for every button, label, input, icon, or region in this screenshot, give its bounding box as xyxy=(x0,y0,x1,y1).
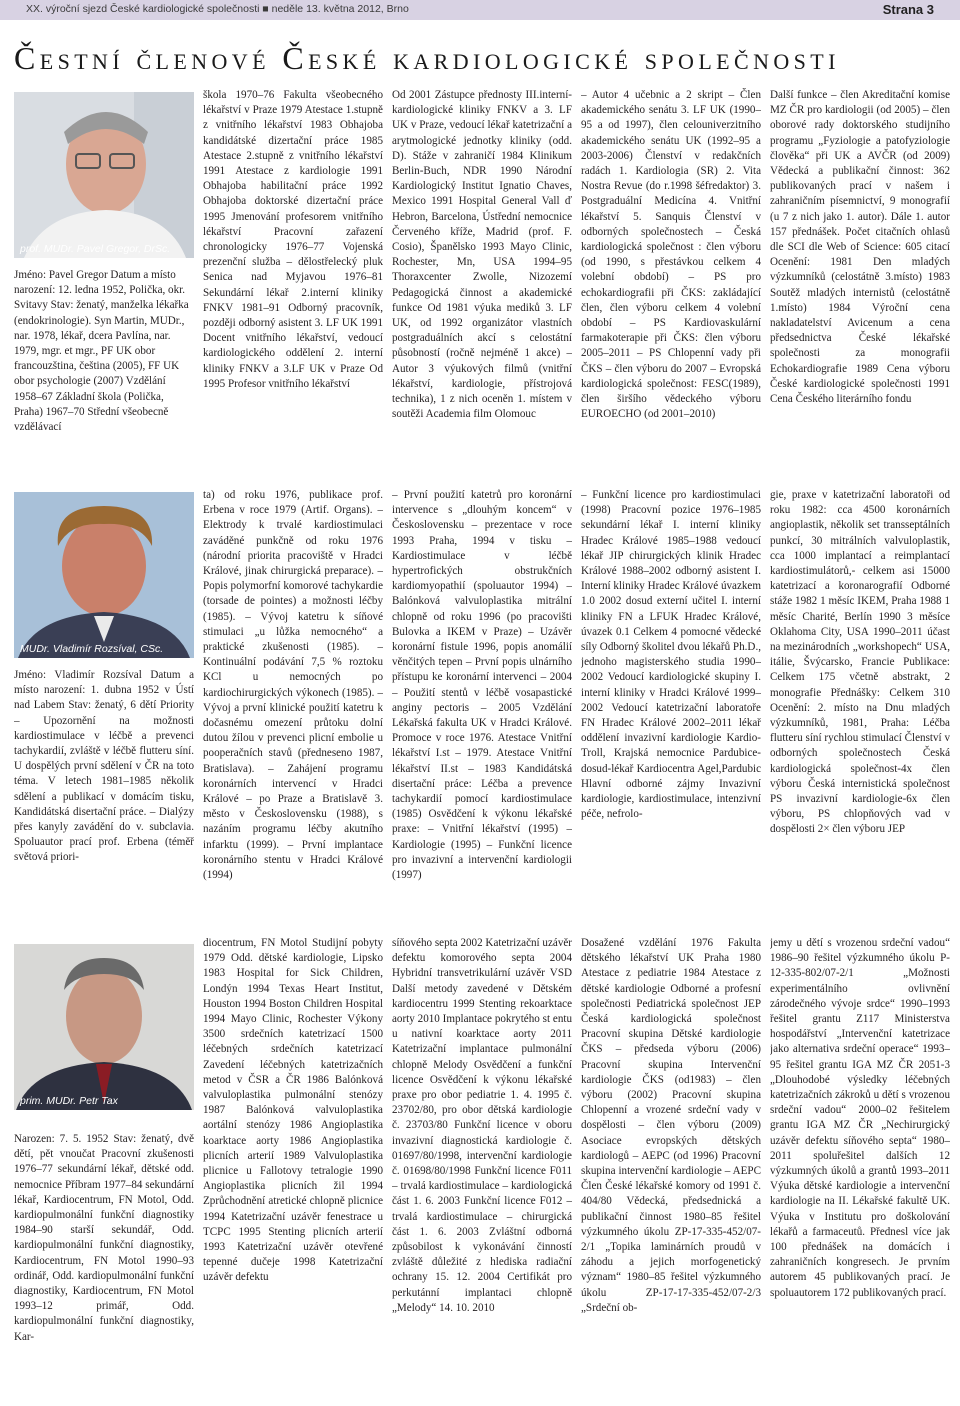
portrait-rozsival xyxy=(14,492,194,658)
text-column: škola 1970–76 Fakulta všeobecného lékařství v Praze 1979 Atestace 1.stupně z vnitřního lékařství 1983 Obhajoba kandidátské dizertační práce 1985 Atestace 2.stupně z vnitřního lékařství 1991 Atestace z kardiologie 1991 Obhajoba habilitační práce 1992 Obhajoba doktorské dizertační práce 1995 Jmenování profesorem vnitřního lékařství Pracovní zařazení chronologicky 1976–77 Vojenská prezenční služba – dělostřelecký pluk Senica nad Myjavou 1976–81 Sekundární lékař 2.interní kliniky FNKV 1981–91 Odborný pracovník, později odborný asistent 3. LF UK 1991 Docent vnitřního lékařství, vedoucí kardiologického oddělení 2. interní kliniky FNKV a 3.LF UK v Praze Od 1995 Profesor vnitřního lékařství xyxy=(203,89,383,390)
text-column: jemy u dětí s vrozenou srdeční vadou“ 1986–90 řešitel výzkumného úkolu P-12-335-802/07-2/1 „Možnosti experimentálního ovlivnění zárodečného vývoje srdce“ 1990–1993 řešitel grantu Z117 Ministerstva hospodářství „Intervenční katetrizace jako alternativa srdeční operace“ 1993–95 řešitel grantu IGA MZ ČR 2051-3 „Dlouhodobé výsledky léčebných katetrizačních zákroků u dětí s vrozenou srdeční vadou“ 2000–02 řešitelem grantu IGA MZ ČR „Nechirurgický uzávěr defektu síňového septa“ 1980–2011 spoluřešitel dalších 12 výzkumných úkolů a grantů 1993–2011 Výuka dětské kardiologie a intervenční kardiologie na II. Lékařské fakultě UK. Výuka v Institutu pro doškolování lékařů a farmaceutů. Přednesl více jak 100 přednášek na domácích i zahraničních kongresech. Je prvním autorem 45 publikovaných prací. Je spoluautorem 172 publikovaných prací. xyxy=(770,937,950,1299)
portrait-gregor xyxy=(14,92,194,258)
portrait-tax xyxy=(14,944,194,1110)
text-column: síňového septa 2002 Katetrizační uzávěr defektu komorového septa 2004 Hybridní transvetrikulární uzávěr VSD Další metody zavedené v Dětském kardiocentru 1999 Stenting rekoarktace aorty 2010 Implantace pokrytého st entu u nativní koarktace aorty 2011 Katetrizační implantace pulmonální chlopně Melody Osvědčení a funkční licence Osvědčení k výkonu lékařské praxe pro obor pediatrie 1. 4. 1995 č. 23702/80, pro obor dětská kardiologie č. 23703/80 Funkční licence v oboru invazivní diagnostická kardiologie č. 01697/80/1998, intervenční kardiologie č. 01698/80/1998 Funkční licence F011 – trvalá kardiostimulace – kardiologická část 1. 6. 2003 Funkční licence F012 – trvalá kardiostimulace – chirurgická část 1. 6. 2003 Zvláštní odborná způsobilost k vykonávání činností zvláště důležité z hlediska radiační ochrany 15. 12. 2004 Certifikát pro perkutánní implantaci chlopně „Melody“ 14. 10. 2010 xyxy=(392,937,572,1314)
text-column: – Funkční licence pro kardiostimulaci (1998) Pracovní pozice 1976–1985 sekundární lékař I. interní kliniky Hradec Králové 1985–1988 vedoucí lékař JIP chirurgických klinik Hradec Králové 1988–2002 odborný asistent I. Interní kliniky Hradec Králové úvazkem 1.0 2002 dosud externí učitel I. interní kliniky FN a LFUK Hradec Králové, úvazek 0.1 Celkem 4 pomocné vědecké síly Odborný školitel dvou lékařů Ph.D., jednoho magisterského studia 1990–2002 Vedoucí kardiologické skupiny I. interní kliniky v Hradci Králové 1999–2002 Vedoucí katetrizační laboratoře FN Hradec Králové 2002–2011 lékař oddělení invazivní kardiologie Kardio-Troll, Krajská nemocnice Pardubice-dosud-lékař Kardiocentra Agel,Pardubic Hlavní odborné zájmy Invazivní kardiologie, kardiostimulace, intenzivní péče, nefrolo- xyxy=(581,489,761,821)
text-column: Od 2001 Zástupce přednosty III.interní-kardiologické kliniky FNKV a 3. LF UK v Praze, vedoucí lékař katetrizační a arytmologické jednotky kliniky (odd. D). Stáže v zahraničí 1984 Klinikum Berlin-Buch, NDR 1990 Národní Kardiologický Institut Ignatio Chaves, Mexico 1991 Hospital General Vall ď Hebron, Barcelona, Ústřední nemocnice Červeného kříže, Madrid (prof. F. Cosio), Španělsko 1993 Mayo Clinic, Rochester, Mn, USA 1994–95 Thoraxcenter Zwolle, Nizozemí Pedagogická činnost a akademické funkce Od 1981 výuka mediků 3. LF UK, od 1992 organizátor vlastních postgraduálních akcí s celostátní působností (ročně nejméně 1 akce) – Autor 3 výukových filmů (vnitřní lékařství, kardiologie, přístrojová technika), 1 z nich oceněn 1. místem v soutěži Academia film Olomouc xyxy=(392,89,572,421)
bio-rozsival: Jméno: Vladimír Rozsíval Datum a místo narození: 1. dubna 1952 v Ústí nad Labem Stav: ženatý, 6 dětí Priority – Upozornění na možnosti kardiostimulace v léčbě a prevenci tachykardií, zvláště v léčbě flutteru síní. U dospělých první sdělení v ČR na toto téma. V letech 1981–1985 několik sdělení a publikací v domácím tisku, Kandidátská disertační práce. – Dialýzy přes kanyly zavádění do v. subclavia. Spoluautor prací prof. Erbena (téměř světová priori- xyxy=(14,669,194,864)
photo-caption: prim. MUDr. Petr Tax xyxy=(20,1095,118,1107)
page-number: Strana 3 xyxy=(882,2,934,17)
portrait-photo xyxy=(14,92,194,258)
event-line: XX. výroční sjezd České kardiologické společnosti ■ neděle 13. května 2012, Brno xyxy=(26,3,409,15)
text-column: ta) od roku 1976, publikace prof. Erbena v roce 1979 (Artif. Organs). – Elektrody k trvalé kardiostimulaci zaváděné punkčně od roku 1976 (národní priorita pracoviště v Hradci Králové, jinak chirurgická preparace). – Popis polymorfní komorové tachykardie (torsade de pointes) a možnosti léčby (1985). – Vývoj katetru k síňové stimulaci „u lůžka nemocného“ a praktické zkušenosti (1985). – Kontinuální podávání 7,5 % roztoku KCl u nemocných po kardiochirurgických výkonech (1985). – Vývoj a první klinické použití katetru k dočasnému omezení průtoku dolní dutou žílou v prevenci plicní embolie u pooperačních stavů (předneseno 1987, Bratislava). – Zahájení programu koronárních intervencí v Hradci Králové – po Praze a Bratislavě 3. město v Československu (1988), s nazáním programu léčby akutního infarktu (1999). – První implantace koronárního stentu v Hradci Králové (1994) xyxy=(203,489,383,882)
photo-caption: MUDr. Vladimír Rozsíval, CSc. xyxy=(20,643,164,655)
text-column: diocentrum, FN Motol Studijní pobyty 1979 Odd. dětské kardiologie, Lipsko 1983 Hospital for Sick Children, Londýn 1994 Texas Heart Institut, Houston 1994 Boston Children Hospital 1994 Mayo Clinic, Rochester Výkony 3500 srdečních katetrizací 1500 léčebných srdečních katetrizací Zavedení léčebných katetrizačních metod v ČSR a ČR 1986 Balónková valvuloplastika pulmonální stenózy 1987 Balónková valvuloplastika aortální stenózy 1986 Angioplastika koarktace aorty 1986 Angioplastika plicních arterií 1989 Valvuloplastika plicnice u Fallotovy tetralogie 1990 Angioplastika plicních žil 1994 Zprůchodnění atretické chlopně plicnice 1994 Katetrizační uzávěr fenestrace u TCPC 1995 Stenting plicních arterií 1993 Katetrizační uzávěr otevřené tepenné dučeje 1998 Katetrizační uzávěr defektu xyxy=(203,937,383,1284)
text-column: Další funkce – člen Akreditační komise MZ ČR pro kardiologii (od 2005) – člen oborové rady doktorského studijního programu „Fyziologie a patofyziologie člověka“ při UK a AVČR (od 2009) Vědecká a publikační činnost: 362 publikovaných prací v našem i zahraničním písemnictví, 9 monografií (u 7 z nich jako 1. autor). Dále 1. autor 157 přednášek. Počet citačních ohlasů dle SCI dle Web of Science: 605 citací Ocenění: 1981 Den mladých výzkumníků (celostátně 3.místo) 1983 Soutěž mladých internistů (celostátně 1.místo) 1984 Výroční cena nakladatelství Avicenum a cena předsednictva České lékařské společnosti za monografii Echokardiografie 1989 Cena výboru České kardiologické společnosti 1991 Cena Českého literárního fondu xyxy=(770,89,950,406)
text-column: Dosažené vzdělání 1976 Fakulta dětského lékařství UK Praha 1980 Atestace z pediatrie 1984 Atestace z dětské kardiologie Odborné a profesní společnosti Pediatrická společnost JEP Česká kardiologická společnost Pracovní skupina Dětské kardiologie ČKS – předseda výboru (2006) Pracovní skupina Intervenční kardiologie ČKS (od1983) – člen výboru (2002) Pracovní skupina Chlopenní a vrozené srdeční vady v dospělosti – člen výboru (2009) Asociace evropských dětských kardiologů – AEPC (od 1996) Pracovní skupina intervenční kardiologie – AEPC Člen České lékařské komory od 1991 č. 404/80 Vědecká, předsednická a publikační činnost 1980–85 řešitel výzkumného úkolu ZP-17-335-452/07-2/1 „Topika laminárních proudů v záhodu a jejich morfogenetický význam“ 1980–85 řešitel výzkumného úkolu ZP-17-17-335-452/07-2/3 „Srdeční ob- xyxy=(581,937,761,1314)
photo-caption: prof. MUDr. Pavel Gregor, DrSc. xyxy=(20,243,171,255)
portrait-photo xyxy=(14,492,194,658)
page-title: Čestní členové České kardiologické společnosti xyxy=(14,40,840,76)
text-column: gie, praxe v katetrizační laboratoři od roku 1982: cca 4500 koronárních angioplastik, několik set transseptálních punkcí, 30 mitrálních valvuloplastik, cca 1000 implantací a reimplantací kardiostimulátorů,- celkem asi 15000 katetrizací a koronarografií Odborné stáže 1982 1 měsíc IKEM, Praha 1988 1 měsíc Charité, Berlín 1990 3 měsíce Oklahoma City, USA 1990–2011 účast na mezinárodních „workshopech“ USA, itálie, Švýcarsko, Francie Publikace: Celkem 175 včetně abstrakt, 2 monografie Přednášky: Celkem 310 Ocenění: 2. místo na Dnu mladých výzkumníků, 1981, Praha: Léčba flutteru síní rychlou stimulací Členství v odborných společnostech Česká kardiologická společnost-4x člen výboru Česká internistická společnost PS invazivní kardiologie-6x člen výboru, PS chlopňových vad v dospělosti 2× člen výboru JEP xyxy=(770,489,950,836)
text-column: – Autor 4 učebnic a 2 skript – Člen akademického senátu 3. LF UK (1990–95 a od 1997), člen celouniverzitního akademického senátu UK (1992–95 a 2003-2006) Členství v redakčních radách 1. Kardiologia (SR) 2. Vita Nostra Revue (do r.1998 šéfredaktor) 3. Postgraduální Medicína 4. Vnitřní lékařství 5. Sanquis Členství v odborných společnostech – Česká kardiologická společnost : člen výboru (od 1990, s přestávkou celkem 4 volební období) – PS pro echokardiografii při ČKS: zakládající člen, člen výboru celkem 4 volební období – PS Kardiovaskulární farmakoterapie při ČKS: člen výboru 2005–2011 – PS Chlopenní vady při ČKS – člen výboru do 2007 – Evropská kardiologická společnost: FESC(1989), člen širšího vědeckého výboru EUROECHO (od 2001–2010) xyxy=(581,89,761,421)
bio-gregor: Jméno: Pavel Gregor Datum a místo narození: 12. ledna 1952, Polička, okr. Svitavy Stav: ženatý, manželka lékařka (endokrinologie). Syn Martin, MUDr., nar. 1978, lékař, dcera Pavlína, nar. 1979, mgr. et mgr., PF UK obor francouzština, čeština (2005), FF UK obor psychologie (2007) Vzdělání 1958–67 Základní škola (Polička, Praha) 1967–70 Střední všeobecně vzdělávací xyxy=(14,269,189,434)
portrait-photo xyxy=(14,944,194,1110)
header-band xyxy=(0,0,960,20)
bio-tax: Narozen: 7. 5. 1952 Stav: ženatý, dvě dětí, pět vnoučat Pracovní zkušenosti 1976–77 sekundární lékař, dětské odd. nemocnice Příbram 1977–84 sekundární lékař, Kardiocentrum, FN Motol, Odd. kardiopulmonální funkční diagnostiky 1984–90 starší sekundář, Odd. kardiopulmonální funkční diagnostiky, Kardiocentrum, FN Motol 1990–93 ordinář, Odd. kardiopulmonální funkční diagnostiky, Kardiocentrum, FN Motol 1993–12 primář, Odd. kardiopulmonální funkční diagnostiky, Kar- xyxy=(14,1133,194,1343)
text-column: – První použití katetrů pro koronární intervence s „dlouhým koncem“ v Československu – prezentace v roce 1993 Praha, 1994 v tisku – Kardiostimulace v léčbě hypertrofických obstrukčních kardiomyopathií (spoluautor 1994) – Balónková valvuloplastika mitrální chlopně od roku 1996 (po pracovišti Bulovka a IKEM v Praze) – Uzávěr koronární fistule 1996, popis anomálií věnčitých tepen – První popis ulnárního přístupu ke koronární intervenci – 2004 – Použití stentů v léčbě vosapastické anginy pectoris – 2005 Vzdělání Lékařská fakulta UK v Hradci Králové. Promoce v roce 1976. Atestace Vnitřní lékařství I.st – 1979. Atestace Vnitřní lékařství II.st – 1983 Kandidátská disertační práce: Léčba a prevence tachykardií pomocí kardiostimulace (1985) Osvědčení k výkonu lékařské praxe: – Vnitřní lékařství (1995) – Kardiologie (1995) – Funkční licence pro invazivní a intervenční kardiologii (1997) xyxy=(392,489,572,882)
